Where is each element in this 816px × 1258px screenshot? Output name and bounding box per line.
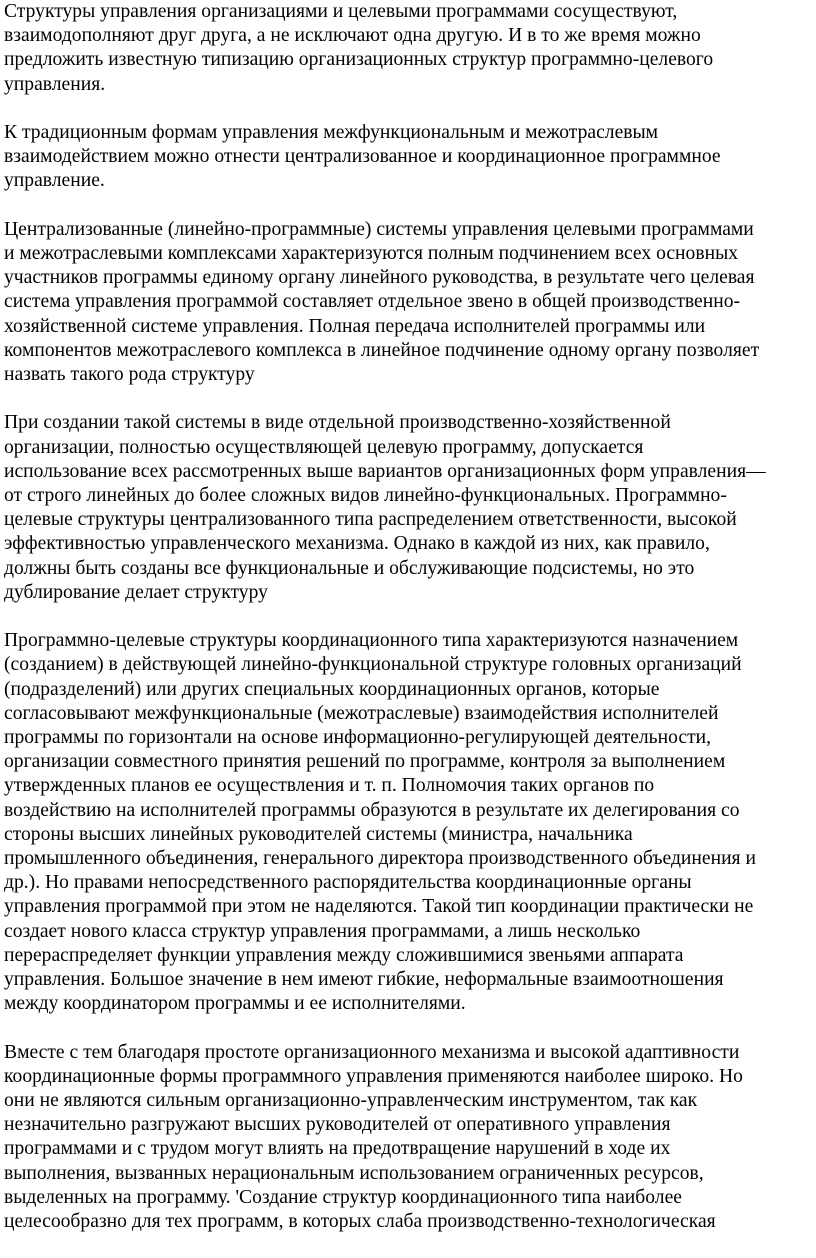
text-line: участников программы единому органу линейного руководства, в результате чего целевая: [4, 267, 755, 289]
text-line: организации совместного принятия решений по программе, контроля за выполнением: [4, 751, 726, 773]
text-line: взаимодополняют друг друга, а не исключают одна другую. И в то же время можно: [4, 25, 701, 47]
text-line: взаимодействием можно отнести централизованное и координационное программное: [4, 146, 721, 168]
text-line: управления. Большое значение в нем имеют гибкие, неформальные взаимоотношения: [4, 969, 724, 991]
text-line: программами и с трудом могут влиять на предотвращение нарушений в ходе их: [4, 1138, 671, 1160]
text-line: стороны высших линейных руководителей системы (министра, начальника: [4, 823, 633, 845]
text-line: предложить известную типизацию организационных структур программно-целевого: [4, 49, 714, 71]
text-line: дублирование делает структуру: [4, 581, 268, 603]
text-line: и межотраслевыми комплексами характеризуются полным подчинением всех основных: [4, 243, 739, 264]
text-line: Структуры управления организациями и целевыми программами сосуществуют,: [4, 1, 678, 22]
text-line: создает нового класса структур управления программами, а лишь несколько: [4, 920, 641, 942]
text-line: Программно-целевые структуры координационного типа характеризуются назначением: [4, 630, 739, 652]
paragraph-3: [4, 218, 816, 387]
text-line: хозяйственной системе управления. Полная передача исполнителей программы или: [4, 315, 706, 337]
text-line: целесообразно для тех программ, в которых слаба производственно-технологическая: [4, 1211, 716, 1233]
text-line: утвержденных планов ее осуществления и т. п. Полномочия таких органов по: [4, 775, 655, 797]
text-line: организации, полностью осуществляющей целевую программу, допускается: [4, 436, 644, 458]
text-line: программы по горизонтали на основе информационно-регулирующей деятельности,: [4, 727, 712, 749]
text-line: согласовывают межфункциональные (межотраслевые) взаимодействия исполнителей: [4, 702, 719, 724]
text-line: К традиционным формам управления межфункциональным и межотраслевым: [4, 122, 659, 143]
text-line: координационные формы программного управления применяются наиболее широко. Но: [4, 1065, 743, 1087]
text-line: управления.: [4, 73, 106, 95]
text-line: от строго линейных до более сложных видов линейно-функциональных. Программно-: [4, 485, 727, 507]
text-line: использование всех рассмотренных выше вариантов организационных форм управления—: [4, 460, 766, 482]
text-line: незначительно разгружают высших руководителей от оперативного управления: [4, 1114, 671, 1136]
text-line: промышленного объединения, генерального директора производственного объединения и: [4, 848, 756, 870]
text-line: они не являются сильным организационно-управленческим инструментом, так как: [4, 1090, 698, 1112]
text-line: управление.: [4, 170, 105, 192]
text-line: выполнения, вызванных нерациональным использованием ограниченных ресурсов,: [4, 1162, 704, 1184]
text-line: управления программой при этом не наделяются. Такой тип координации практически не: [4, 896, 754, 918]
text-line: компонентов межотраслевого комплекса в линейное подчинение одному органу позволяет: [4, 339, 760, 361]
text-line: др.). Но правами непосредственного распорядительства координационные органы: [4, 872, 692, 894]
text-line: (созданием) в действующей линейно-функциональной структуре головных организаций: [4, 654, 742, 676]
paragraph-4: [4, 411, 816, 605]
text-line: выделенных на программу. 'Создание структур координационного типа наиболее: [4, 1186, 682, 1208]
text-line: Централизованные (линейно-программные) системы управления целевыми программами: [4, 218, 754, 240]
text-line: назвать такого рода структуру: [4, 364, 255, 386]
text-line: эффективностью управленческого механизма. Однако в каждой из них, как правило,: [4, 533, 710, 555]
text-line: должны быть созданы все функциональные и обслуживающие подсистемы, но это: [4, 557, 695, 579]
text-line: воздействию на исполнителей программы образуются в результате их делегирования со: [4, 799, 740, 821]
paragraph-5: [4, 629, 816, 1016]
text-line: целевые структуры централизованного типа распределением ответственности, высокой: [4, 509, 737, 531]
document-page: [4, 0, 816, 1258]
paragraph-6: [4, 1041, 816, 1235]
text-line: (подразделений) или других специальных координационных органов, которые: [4, 678, 660, 700]
paragraph-1: [4, 0, 816, 97]
text-line: При создании такой системы в виде отдельной производственно-хозяйственной: [4, 412, 671, 434]
text-line: Вместе с тем благодаря простоте организационного механизма и высокой адаптивности: [4, 1041, 740, 1063]
text-line: система управления программой составляет отдельное звено в общей производственно-: [4, 291, 741, 313]
text-line: между координатором программы и ее исполнителями.: [4, 993, 466, 1015]
paragraph-2: [4, 121, 816, 194]
text-line: перераспределяет функции управления между сложившимися звеньями аппарата: [4, 944, 684, 966]
